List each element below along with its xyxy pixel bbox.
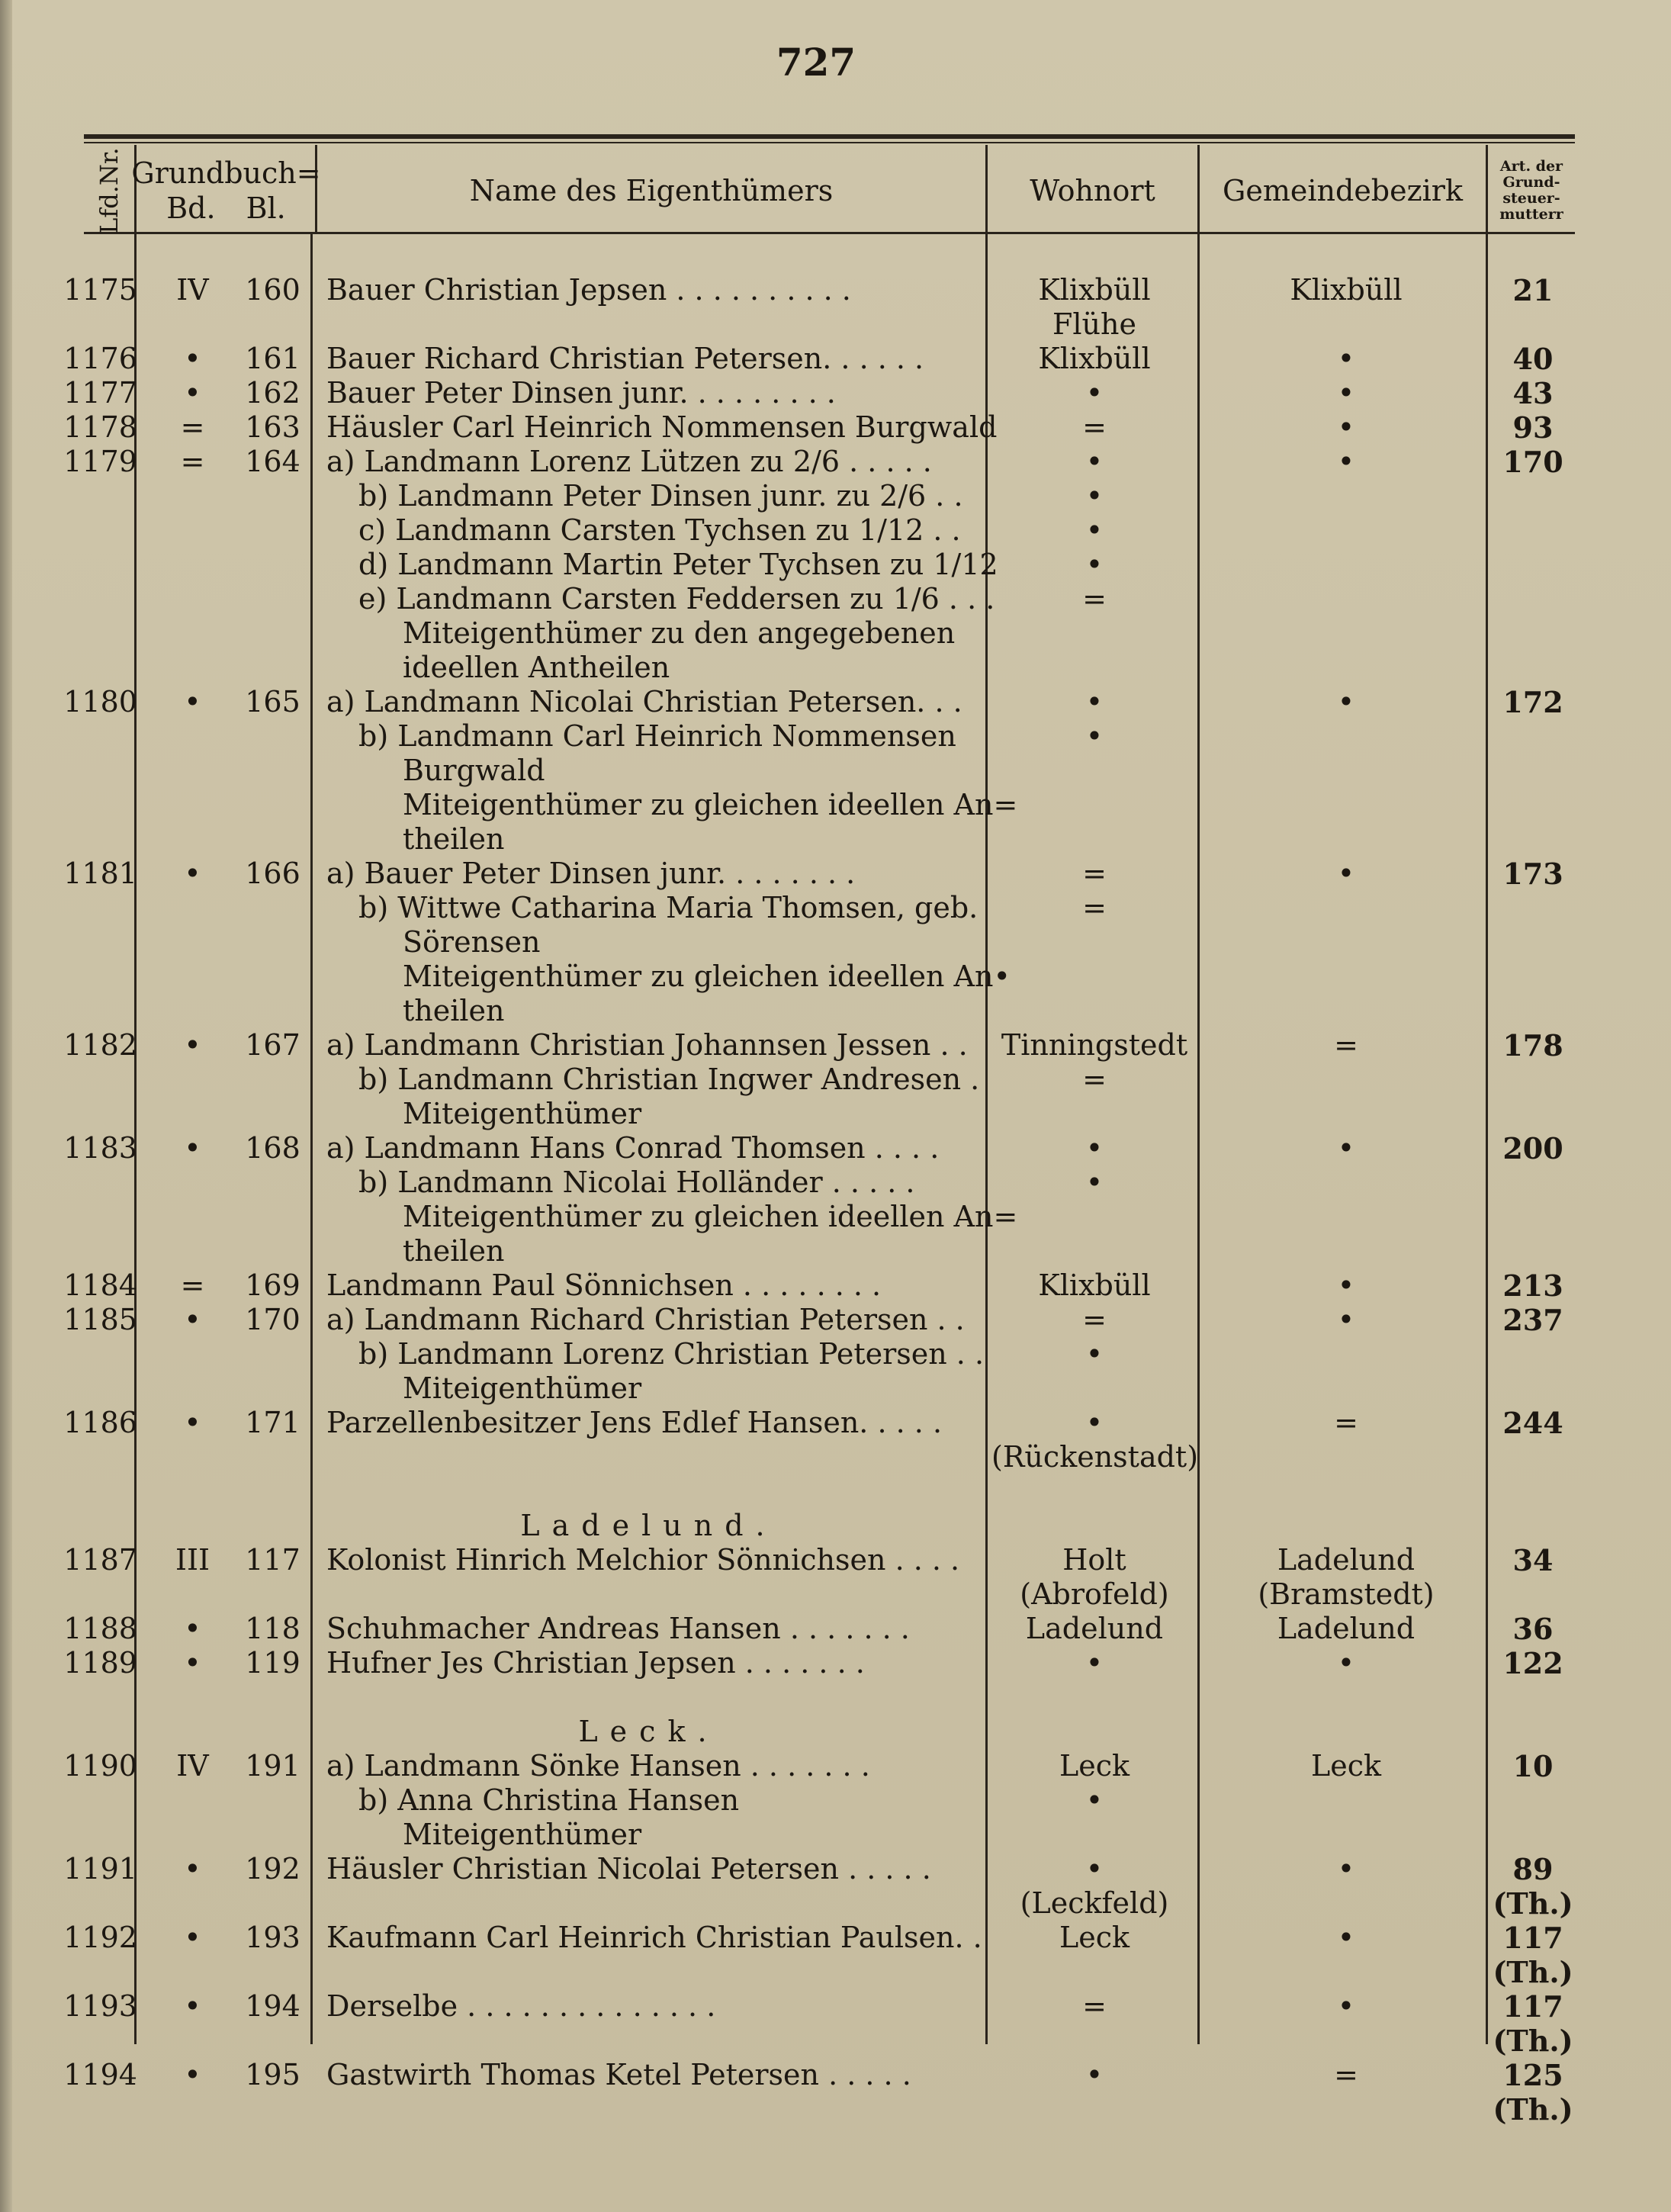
top-double-rule: [84, 134, 1575, 139]
owner-name: Miteigenthümer zu gleichen ideellen An=: [403, 788, 1018, 821]
grundbuch-blatt: 171: [245, 1406, 300, 1439]
table-row: [0, 1886, 1671, 1921]
table-row: [0, 1234, 1671, 1268]
owner-name: ideellen Antheilen: [403, 651, 670, 684]
entry-number: 1188: [63, 1612, 137, 1645]
tax-article: 170: [1502, 445, 1563, 479]
header-art: Art. der Grund- steuer- mutterr: [1499, 158, 1563, 223]
tax-article: 36: [1512, 1612, 1554, 1646]
entry-number: 1193: [63, 1989, 137, 2023]
entry-number: 1194: [63, 2058, 137, 2091]
residence: Tinningstedt: [1001, 1028, 1188, 1062]
residence: Klixbüll: [1038, 342, 1151, 375]
grundbuch-band: =: [180, 410, 205, 444]
grundbuch-blatt: 168: [245, 1131, 300, 1165]
tax-article: 173: [1502, 857, 1563, 891]
grundbuch-blatt: 164: [245, 445, 300, 478]
municipality: •: [1337, 376, 1355, 410]
residence: Leck: [1059, 1921, 1130, 1954]
table-row: [0, 1268, 1671, 1303]
tax-article: (Th.): [1493, 2024, 1573, 2058]
grundbuch-band: III: [175, 1543, 210, 1577]
owner-name: Miteigenthümer zu den angegebenen: [403, 616, 956, 650]
residence: =: [1082, 1303, 1107, 1336]
grundbuch-blatt: 163: [245, 410, 300, 444]
grundbuch-blatt: 195: [245, 2058, 300, 2091]
table-row: [0, 788, 1671, 822]
grundbuch-blatt: 167: [245, 1028, 300, 1062]
residence: •: [1085, 1165, 1104, 1199]
tax-article: 122: [1502, 1646, 1563, 1680]
grundbuch-blatt: 161: [245, 342, 300, 375]
grundbuch-band: •: [184, 376, 201, 410]
owner-name: Miteigenthümer: [403, 1097, 642, 1130]
entry-number: 1189: [63, 1646, 137, 1680]
municipality: •: [1337, 1268, 1355, 1302]
table-row: [0, 342, 1671, 376]
owner-name: Häusler Christian Nicolai Petersen . . . . .: [326, 1852, 931, 1886]
municipality: =: [1334, 2058, 1358, 2091]
entry-number: 1176: [63, 342, 137, 375]
entry-number: 1184: [63, 1268, 137, 1302]
section-title: Leck.: [578, 1715, 719, 1748]
owner-name: a) Landmann Lorenz Lützen zu 2/6 . . . . .: [326, 445, 932, 478]
table-row: [0, 925, 1671, 960]
municipality: •: [1337, 1646, 1355, 1680]
residence: •: [1085, 1337, 1104, 1371]
table-row: [0, 1131, 1671, 1165]
residence: •: [1085, 548, 1104, 581]
residence: •: [1085, 479, 1104, 513]
table-row: [0, 1783, 1671, 1818]
grundbuch-blatt: 170: [245, 1303, 300, 1336]
grundbuch-band: •: [184, 1646, 201, 1680]
grundbuch-band: •: [184, 1989, 201, 2023]
table-row: [0, 754, 1671, 788]
tax-article: 10: [1512, 1749, 1554, 1783]
table-row: [0, 1543, 1671, 1577]
table-row: [0, 1818, 1671, 1852]
tax-article: 117: [1502, 1921, 1563, 1955]
tax-article: 244: [1502, 1406, 1563, 1440]
municipality: •: [1337, 1303, 1355, 1336]
table-row: [0, 616, 1671, 651]
residence: =: [1082, 891, 1107, 924]
table-row: [0, 960, 1671, 994]
table-row: [0, 1955, 1671, 1989]
residence: •: [1085, 445, 1104, 478]
owner-name: a) Landmann Christian Johannsen Jessen . .: [326, 1028, 968, 1062]
tax-article: 21: [1512, 273, 1554, 307]
table-row: [0, 1852, 1671, 1886]
residence: •: [1085, 1131, 1104, 1165]
municipality: •: [1337, 342, 1355, 375]
residence: •: [1085, 1646, 1104, 1680]
grundbuch-band: •: [184, 1921, 201, 1954]
municipality: •: [1337, 1131, 1355, 1165]
grundbuch-blatt: 165: [245, 685, 300, 719]
table-row: [0, 719, 1671, 754]
residence: =: [1082, 1989, 1107, 2023]
entry-number: 1187: [63, 1543, 137, 1577]
table-row: [0, 1371, 1671, 1406]
table-row: [0, 891, 1671, 925]
tax-article: 89: [1512, 1852, 1554, 1886]
table-row: [0, 1406, 1671, 1440]
owner-name: theilen: [403, 994, 505, 1027]
grundbuch-band: •: [184, 2058, 201, 2091]
tax-article: (Th.): [1493, 2092, 1573, 2127]
residence: •: [1085, 1406, 1104, 1439]
municipality: =: [1334, 1406, 1358, 1439]
table-row: [0, 1028, 1671, 1063]
tax-article: 237: [1502, 1303, 1563, 1337]
municipality: •: [1337, 857, 1355, 890]
owner-name: c) Landmann Carsten Tychsen zu 1/12 . .: [358, 513, 961, 547]
table-row: [0, 1646, 1671, 1680]
residence: •: [1085, 2058, 1104, 2091]
table-row: [0, 1165, 1671, 1200]
table-row: [0, 994, 1671, 1028]
table-row: [0, 2092, 1671, 2127]
table-row: [0, 1921, 1671, 1955]
owner-name: Sörensen: [403, 925, 541, 959]
residence: •: [1085, 1783, 1104, 1817]
table-row: [0, 1680, 1671, 1715]
residence: •: [1085, 685, 1104, 719]
grundbuch-band: •: [184, 1406, 201, 1439]
table-row: [0, 1303, 1671, 1337]
owner-name: Bauer Peter Dinsen junr. . . . . . . . .: [326, 376, 836, 410]
table-row: [0, 513, 1671, 548]
table-row: [0, 822, 1671, 857]
residence: =: [1082, 410, 1107, 444]
entry-number: 1177: [63, 376, 137, 410]
owner-name: theilen: [403, 822, 505, 856]
table-row: [0, 1474, 1671, 1509]
residence: (Leckfeld): [1020, 1886, 1169, 1920]
table-row: [0, 1749, 1671, 1783]
residence: Leck: [1059, 1749, 1130, 1783]
grundbuch-band: •: [184, 1131, 201, 1165]
residence: =: [1082, 1063, 1107, 1096]
entry-number: 1183: [63, 1131, 137, 1165]
municipality: •: [1337, 410, 1355, 444]
municipality: Ladelund: [1277, 1543, 1416, 1577]
residence: (Rückenstadt): [991, 1440, 1199, 1474]
header-gemeinde: Gemeindebezirk: [1223, 174, 1463, 207]
owner-name: Derselbe . . . . . . . . . . . . . .: [326, 1989, 716, 2023]
entry-number: 1178: [63, 410, 137, 444]
residence: =: [1082, 582, 1107, 616]
grundbuch-blatt: 191: [245, 1749, 300, 1783]
table-row: [0, 651, 1671, 685]
entry-number: 1180: [63, 685, 137, 719]
grundbuch-blatt: 169: [245, 1268, 300, 1302]
municipality: •: [1337, 685, 1355, 719]
residence: Klixbüll: [1038, 273, 1151, 307]
table-row: [0, 273, 1671, 307]
residence: =: [1082, 857, 1107, 890]
grundbuch-blatt: 192: [245, 1852, 300, 1886]
grundbuch-blatt: 162: [245, 376, 300, 410]
municipality: •: [1337, 1989, 1355, 2023]
tax-article: (Th.): [1493, 1886, 1573, 1921]
tax-article: 178: [1502, 1028, 1563, 1063]
entry-number: 1181: [63, 857, 137, 890]
grundbuch-band: =: [180, 445, 205, 478]
owner-name: Häusler Carl Heinrich Nommensen Burgwald: [326, 410, 998, 444]
table-row: [0, 2058, 1671, 2092]
tax-article: 43: [1512, 376, 1554, 410]
owner-name: a) Landmann Nicolai Christian Petersen. . .: [326, 685, 962, 719]
entry-number: 1190: [63, 1749, 137, 1783]
municipality: •: [1337, 1921, 1355, 1954]
header-wohnort: Wohnort: [1030, 174, 1155, 207]
municipality: Ladelund: [1277, 1612, 1416, 1645]
owner-name: Bauer Richard Christian Petersen. . . . . .: [326, 342, 924, 375]
owner-name: Burgwald: [403, 754, 545, 787]
owner-name: Miteigenthümer: [403, 1818, 642, 1851]
grundbuch-blatt: 118: [245, 1612, 300, 1645]
owner-name: b) Anna Christina Hansen: [358, 1783, 740, 1817]
owner-name: Kaufmann Carl Heinrich Christian Paulsen. .: [326, 1921, 982, 1954]
grundbuch-band: =: [180, 1268, 205, 1302]
grundbuch-band: •: [184, 1852, 201, 1886]
header-grundbuch: Grundbuch= Bd. Bl.: [131, 156, 321, 225]
municipality: •: [1337, 1852, 1355, 1886]
municipality: =: [1334, 1028, 1358, 1062]
table-row: [0, 376, 1671, 410]
table-row: [0, 685, 1671, 719]
owner-name: a) Bauer Peter Dinsen junr. . . . . . . .: [326, 857, 856, 890]
tax-article: (Th.): [1493, 1955, 1573, 1989]
top-thin-rule: [84, 142, 1575, 143]
table-row: [0, 1989, 1671, 2024]
owner-name: Parzellenbesitzer Jens Edlef Hansen. . . . .: [326, 1406, 943, 1439]
residence: •: [1085, 513, 1104, 547]
municipality: •: [1337, 445, 1355, 478]
municipality: Klixbüll: [1290, 273, 1403, 307]
owner-name: Hufner Jes Christian Jepsen . . . . . . .: [326, 1646, 865, 1680]
owner-name: Kolonist Hinrich Melchior Sönnichsen . . . .: [326, 1543, 960, 1577]
owner-name: b) Landmann Nicolai Holländer . . . . .: [358, 1165, 915, 1199]
table-row: [0, 1612, 1671, 1646]
residence: •: [1085, 719, 1104, 753]
entry-number: 1185: [63, 1303, 137, 1336]
grundbuch-blatt: 194: [245, 1989, 300, 2023]
grundbuch-band: •: [184, 1612, 201, 1645]
table-row: [0, 1200, 1671, 1234]
page-number: 727: [776, 40, 856, 85]
owner-name: e) Landmann Carsten Feddersen zu 1/6 . . .: [358, 582, 995, 616]
municipality: (Bramstedt): [1258, 1577, 1435, 1611]
owner-name: b) Landmann Carl Heinrich Nommensen: [358, 719, 956, 753]
owner-name: a) Landmann Sönke Hansen . . . . . . .: [326, 1749, 870, 1783]
header-bottom-rule: [84, 232, 1575, 234]
table-row: [0, 307, 1671, 342]
residence: Klixbüll: [1038, 1268, 1151, 1302]
residence: Flühe: [1052, 307, 1136, 341]
residence: Ladelund: [1025, 1612, 1164, 1645]
grundbuch-band: IV: [176, 273, 209, 307]
tax-article: 172: [1502, 685, 1563, 719]
table-row: [0, 857, 1671, 891]
entry-number: 1191: [63, 1852, 137, 1886]
owner-name: Miteigenthümer zu gleichen ideellen An•: [403, 960, 1011, 993]
grundbuch-band: •: [184, 857, 201, 890]
owner-name: Miteigenthümer: [403, 1371, 642, 1405]
municipality: Leck: [1310, 1749, 1382, 1783]
owner-name: b) Landmann Lorenz Christian Petersen . .: [358, 1337, 985, 1371]
residence: •: [1085, 1852, 1104, 1886]
owner-name: b) Wittwe Catharina Maria Thomsen, geb.: [358, 891, 978, 924]
owner-name: b) Landmann Peter Dinsen junr. zu 2/6 . .: [358, 479, 963, 513]
table-row: [0, 2024, 1671, 2058]
section-heading-row: [0, 1715, 1671, 1749]
owner-name: a) Landmann Hans Conrad Thomsen . . . .: [326, 1131, 940, 1165]
owner-name: Miteigenthümer zu gleichen ideellen An=: [403, 1200, 1018, 1233]
tax-article: 213: [1502, 1268, 1563, 1303]
grundbuch-blatt: 193: [245, 1921, 300, 1954]
grundbuch-blatt: 166: [245, 857, 300, 890]
entry-number: 1182: [63, 1028, 137, 1062]
table-row: [0, 1097, 1671, 1131]
header-nr: Lfd.Nr.: [95, 147, 124, 234]
table-row: [0, 479, 1671, 513]
tax-article: 40: [1512, 342, 1554, 376]
grundbuch-blatt: 119: [245, 1646, 300, 1680]
tax-article: 34: [1512, 1543, 1554, 1577]
owner-name: d) Landmann Martin Peter Tychsen zu 1/12: [358, 548, 998, 581]
entry-number: 1175: [63, 273, 137, 307]
tax-article: 93: [1512, 410, 1554, 445]
table-row: [0, 445, 1671, 479]
header-name: Name des Eigenthümers: [469, 174, 834, 207]
residence: Holt: [1062, 1543, 1126, 1577]
tax-article: 200: [1502, 1131, 1563, 1165]
residence: (Abrofeld): [1020, 1577, 1169, 1611]
grundbuch-blatt: 160: [245, 273, 300, 307]
section-title: Ladelund.: [520, 1509, 777, 1542]
tax-article: 125: [1502, 2058, 1563, 2092]
tax-article: 117: [1502, 1989, 1563, 2024]
owner-name: b) Landmann Christian Ingwer Andresen .: [358, 1063, 980, 1096]
table-row: [0, 1063, 1671, 1097]
table-row: [0, 582, 1671, 616]
grundbuch-blatt: 117: [245, 1543, 300, 1577]
table-row: [0, 548, 1671, 582]
entry-number: 1179: [63, 445, 137, 478]
grundbuch-band: •: [184, 685, 201, 719]
grundbuch-band: •: [184, 1303, 201, 1336]
residence: •: [1085, 376, 1104, 410]
table-row: [0, 1577, 1671, 1612]
owner-name: Bauer Christian Jepsen . . . . . . . . . .: [326, 273, 851, 307]
owner-name: Gastwirth Thomas Ketel Petersen . . . . .: [326, 2058, 911, 2091]
grundbuch-band: IV: [176, 1749, 209, 1783]
owner-name: theilen: [403, 1234, 505, 1268]
entry-number: 1186: [63, 1406, 137, 1439]
table-row: [0, 1337, 1671, 1371]
owner-name: Landmann Paul Sönnichsen . . . . . . . .: [326, 1268, 882, 1302]
grundbuch-band: •: [184, 1028, 201, 1062]
table-row: [0, 1440, 1671, 1474]
section-heading-row: [0, 1509, 1671, 1543]
table-row: [0, 410, 1671, 445]
grundbuch-band: •: [184, 342, 201, 375]
entry-number: 1192: [63, 1921, 137, 1954]
owner-name: Schuhmacher Andreas Hansen . . . . . . .: [326, 1612, 910, 1645]
owner-name: a) Landmann Richard Christian Petersen . .: [326, 1303, 965, 1336]
